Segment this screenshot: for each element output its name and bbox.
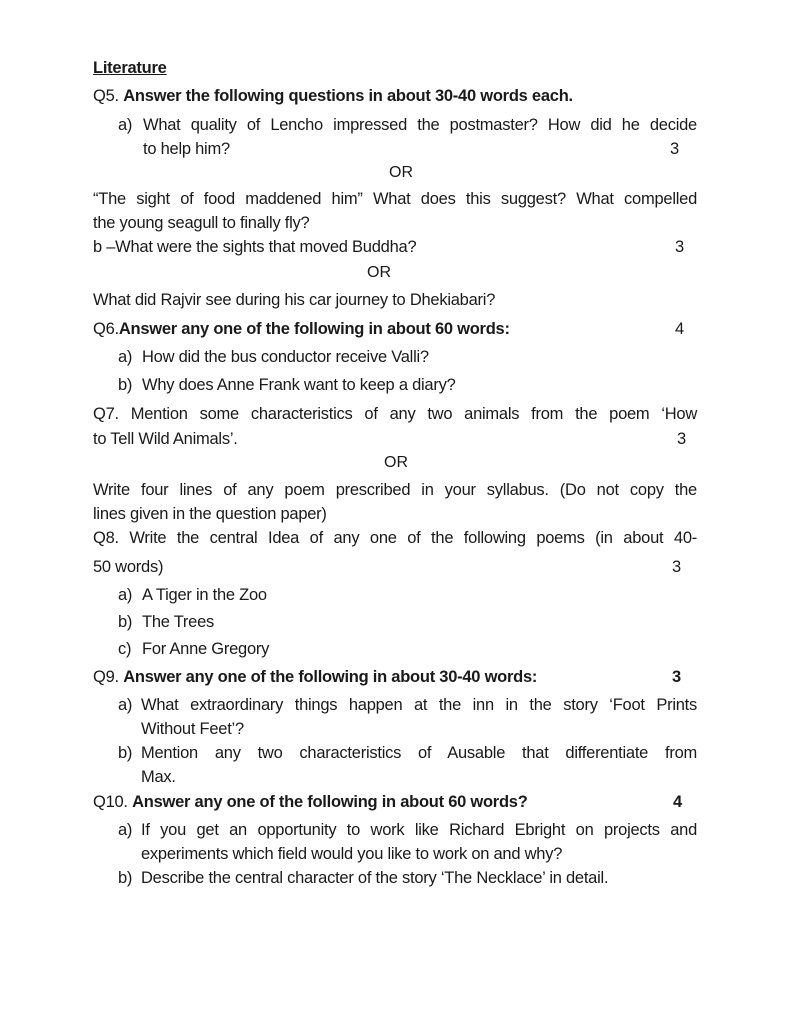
- q5-instruction: Answer the following questions in about 30-40 words each.: [123, 87, 573, 105]
- q9a-line2: Without Feet’?: [141, 720, 244, 738]
- q6-instruction: Answer any one of the following in about 60 words:: [118, 320, 510, 338]
- q7-line2: to Tell Wild Animals’.: [93, 430, 238, 448]
- q9b-label: b): [118, 744, 133, 762]
- q9b-line1: Mention any two characteristics of Ausable that differentiate from: [141, 744, 697, 762]
- q5-alt1-line1: “The sight of food maddened him” What does this suggest? What compelled: [93, 190, 697, 208]
- q10-instruction: Answer any one of the following in about 60 words?: [132, 793, 528, 811]
- q9a-line1: What extraordinary things happen at the inn in the story ‘Foot Prints: [141, 696, 697, 714]
- q5b-line: b –What were the sights that moved Buddha?: [93, 238, 417, 256]
- q7-or: OR: [384, 454, 408, 471]
- q5-or-2: OR: [367, 264, 391, 281]
- q5-number: Q5.: [93, 87, 119, 105]
- q5a-line1: What quality of Lencho impressed the postmaster? How did he decide: [143, 116, 697, 134]
- q8-item-text: A Tiger in the Zoo: [142, 586, 267, 604]
- q6-number: Q6.: [93, 320, 119, 338]
- q6-item-text: Why does Anne Frank want to keep a diary?: [142, 376, 456, 394]
- q9-number: Q9.: [93, 668, 119, 686]
- q5-or-1: OR: [389, 164, 413, 181]
- q9b-line2: Max.: [141, 768, 176, 786]
- q9-instruction: Answer any one of the following in about 30-40 words:: [123, 668, 538, 686]
- q5-alt2-line: What did Rajvir see during his car journey to Dhekiabari?: [93, 291, 496, 309]
- section-title: Literature: [93, 59, 167, 77]
- q6-item-label: a): [118, 348, 133, 366]
- q10b-label: b): [118, 869, 133, 887]
- q5b-marks: 3: [675, 238, 685, 256]
- q5-heading: [93, 86, 573, 106]
- q8-item-label: a): [118, 586, 133, 604]
- q6-item: [118, 347, 429, 367]
- q10-heading: [93, 792, 528, 812]
- q7-alt-line1: Write four lines of any poem prescribed in your syllabus. (Do not copy the: [93, 481, 697, 499]
- q8-item-text: For Anne Gregory: [142, 640, 270, 658]
- q8-line2: 50 words): [93, 558, 164, 576]
- q9a-label: a): [118, 696, 133, 714]
- q6-heading: [93, 319, 510, 339]
- q8-item: [118, 639, 269, 659]
- q5-alt1-line2: the young seagull to finally fly?: [93, 214, 310, 232]
- q5a-line2: to help him?: [143, 140, 230, 158]
- q8-item: [118, 585, 267, 605]
- q8-line1: Q8. Write the central Idea of any one of the following poems (in about 40-: [93, 529, 697, 547]
- q10-marks: 4: [673, 793, 683, 811]
- q10a-line1: If you get an opportunity to work like Richard Ebright on projects and: [141, 821, 697, 839]
- q8-item-label: c): [118, 640, 132, 658]
- q10a-line2: experiments which field would you like to work on and why?: [141, 845, 563, 863]
- q8-item-text: The Trees: [142, 613, 215, 631]
- q5a-marks: 3: [670, 140, 680, 158]
- q10b-line: Describe the central character of the story ‘The Necklace’ in detail.: [141, 869, 609, 887]
- q10-number: Q10.: [93, 793, 128, 811]
- q10a-label: a): [118, 821, 133, 839]
- q6-item-label: b): [118, 376, 133, 394]
- q6-item: [118, 375, 456, 395]
- q7-alt-line2: lines given in the question paper): [93, 505, 327, 523]
- q7-line1: Q7. Mention some characteristics of any two animals from the poem ‘How: [93, 405, 697, 423]
- q5a-label: a): [118, 116, 133, 134]
- q9-heading: [93, 667, 537, 687]
- q8-marks: 3: [672, 558, 682, 576]
- q8-item: [118, 612, 214, 632]
- q6-item-text: How did the bus conductor receive Valli?: [142, 348, 429, 366]
- q9-marks: 3: [672, 668, 682, 686]
- q8-item-label: b): [118, 613, 133, 631]
- q6-marks: 4: [675, 320, 685, 338]
- q7-marks: 3: [677, 430, 687, 448]
